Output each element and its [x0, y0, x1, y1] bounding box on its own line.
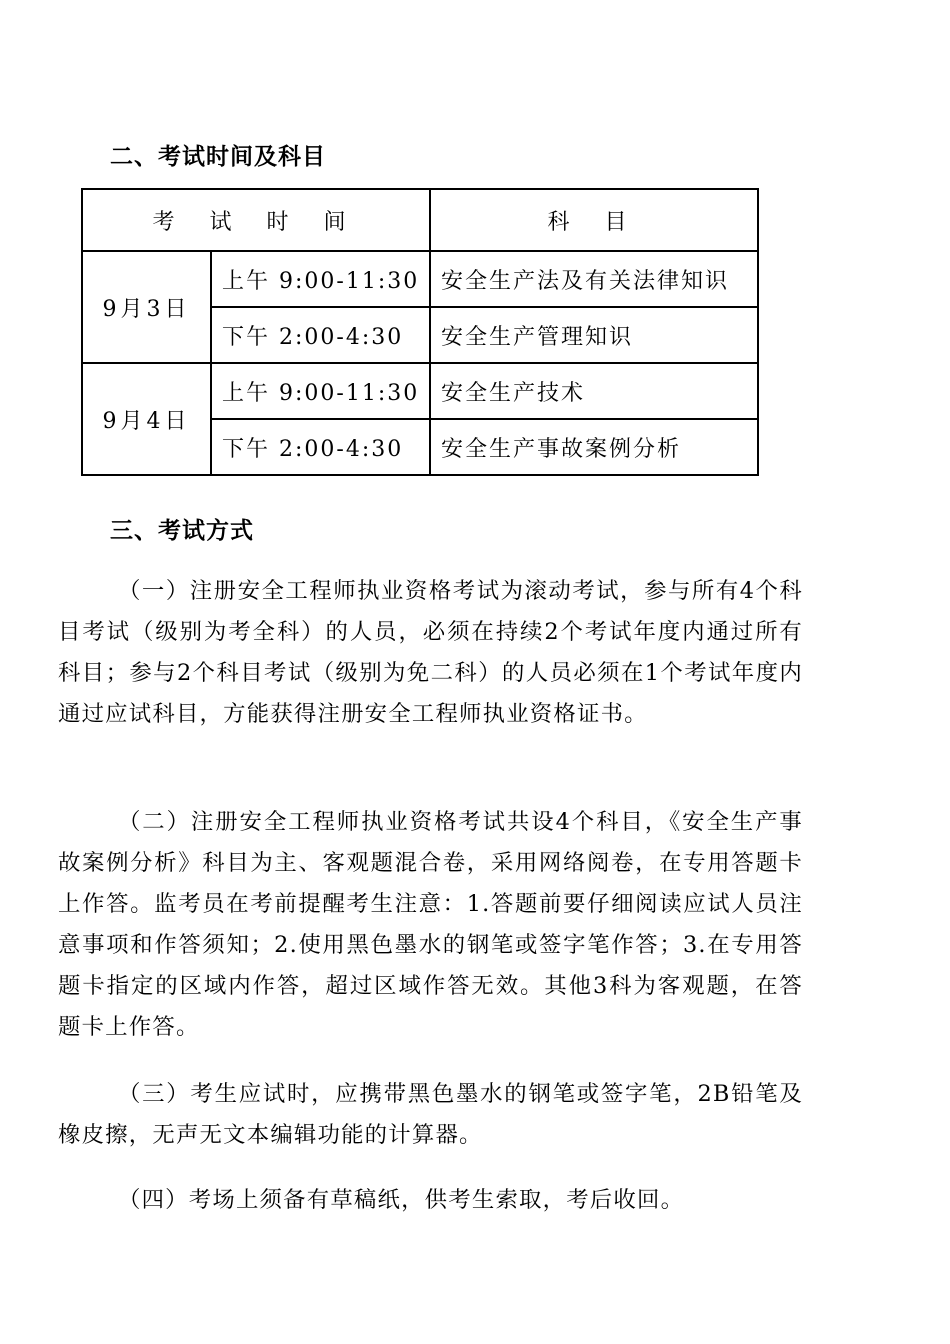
exam-schedule-table — [81, 188, 759, 476]
subject-cell: 安全生产技术 — [430, 363, 758, 419]
section-heading-exam-schedule: 二、考试时间及科目 — [110, 144, 326, 170]
time-cell: 下午 2:00-4:30 — [211, 307, 430, 363]
table-row — [82, 363, 758, 419]
date-cell: 9月4日 — [82, 363, 211, 475]
header-subject: 科 目 — [430, 189, 758, 251]
date-cell: 9月3日 — [82, 251, 211, 363]
time-cell: 上午 9:00-11:30 — [211, 251, 430, 307]
paragraph-scratch-paper: （四）考场上须备有草稿纸，供考生索取，考后收回。 — [118, 1187, 685, 1213]
time-cell: 上午 9:00-11:30 — [211, 363, 430, 419]
table-row — [82, 251, 758, 307]
time-cell: 下午 2:00-4:30 — [211, 419, 430, 475]
paragraph-subjects-answering: （二）注册安全工程师执业资格考试共设4个科目，《安全生产事故案例分析》科目为主、客观题混合卷，采用网络阅卷，在专用答题卡上作答。监考员在考前提醒考生注意：1.答题前要仔细阅读应试人员注意事项和作答须知；2.使用黑色墨水的钢笔或签字笔作答；3.在专用答题卡指定的区域内作答，超过区域作答无效。其他3科为客观题，在答题卡上作答。 — [58, 809, 803, 1040]
header-exam-time: 考 试 时 间 — [82, 189, 430, 251]
subject-cell: 安全生产管理知识 — [430, 307, 758, 363]
paragraph-allowed-items: （三）考生应试时，应携带黑色墨水的钢笔或签字笔，2B铅笔及橡皮擦，无声无文本编辑功能的计算器。 — [58, 1081, 803, 1148]
subject-cell: 安全生产法及有关法律知识 — [430, 251, 758, 307]
section-heading-exam-method: 三、考试方式 — [110, 518, 254, 544]
paragraph-rolling-exam: （一）注册安全工程师执业资格考试为滚动考试，参与所有4个科目考试（级别为考全科）的人员，必须在持续2个考试年度内通过所有科目；参与2个科目考试（级别为免二科）的人员必须在1个考试年度内通过应试科目，方能获得注册安全工程师执业资格证书。 — [58, 578, 803, 727]
table-header-row — [82, 189, 758, 251]
subject-cell: 安全生产事故案例分析 — [430, 419, 758, 475]
